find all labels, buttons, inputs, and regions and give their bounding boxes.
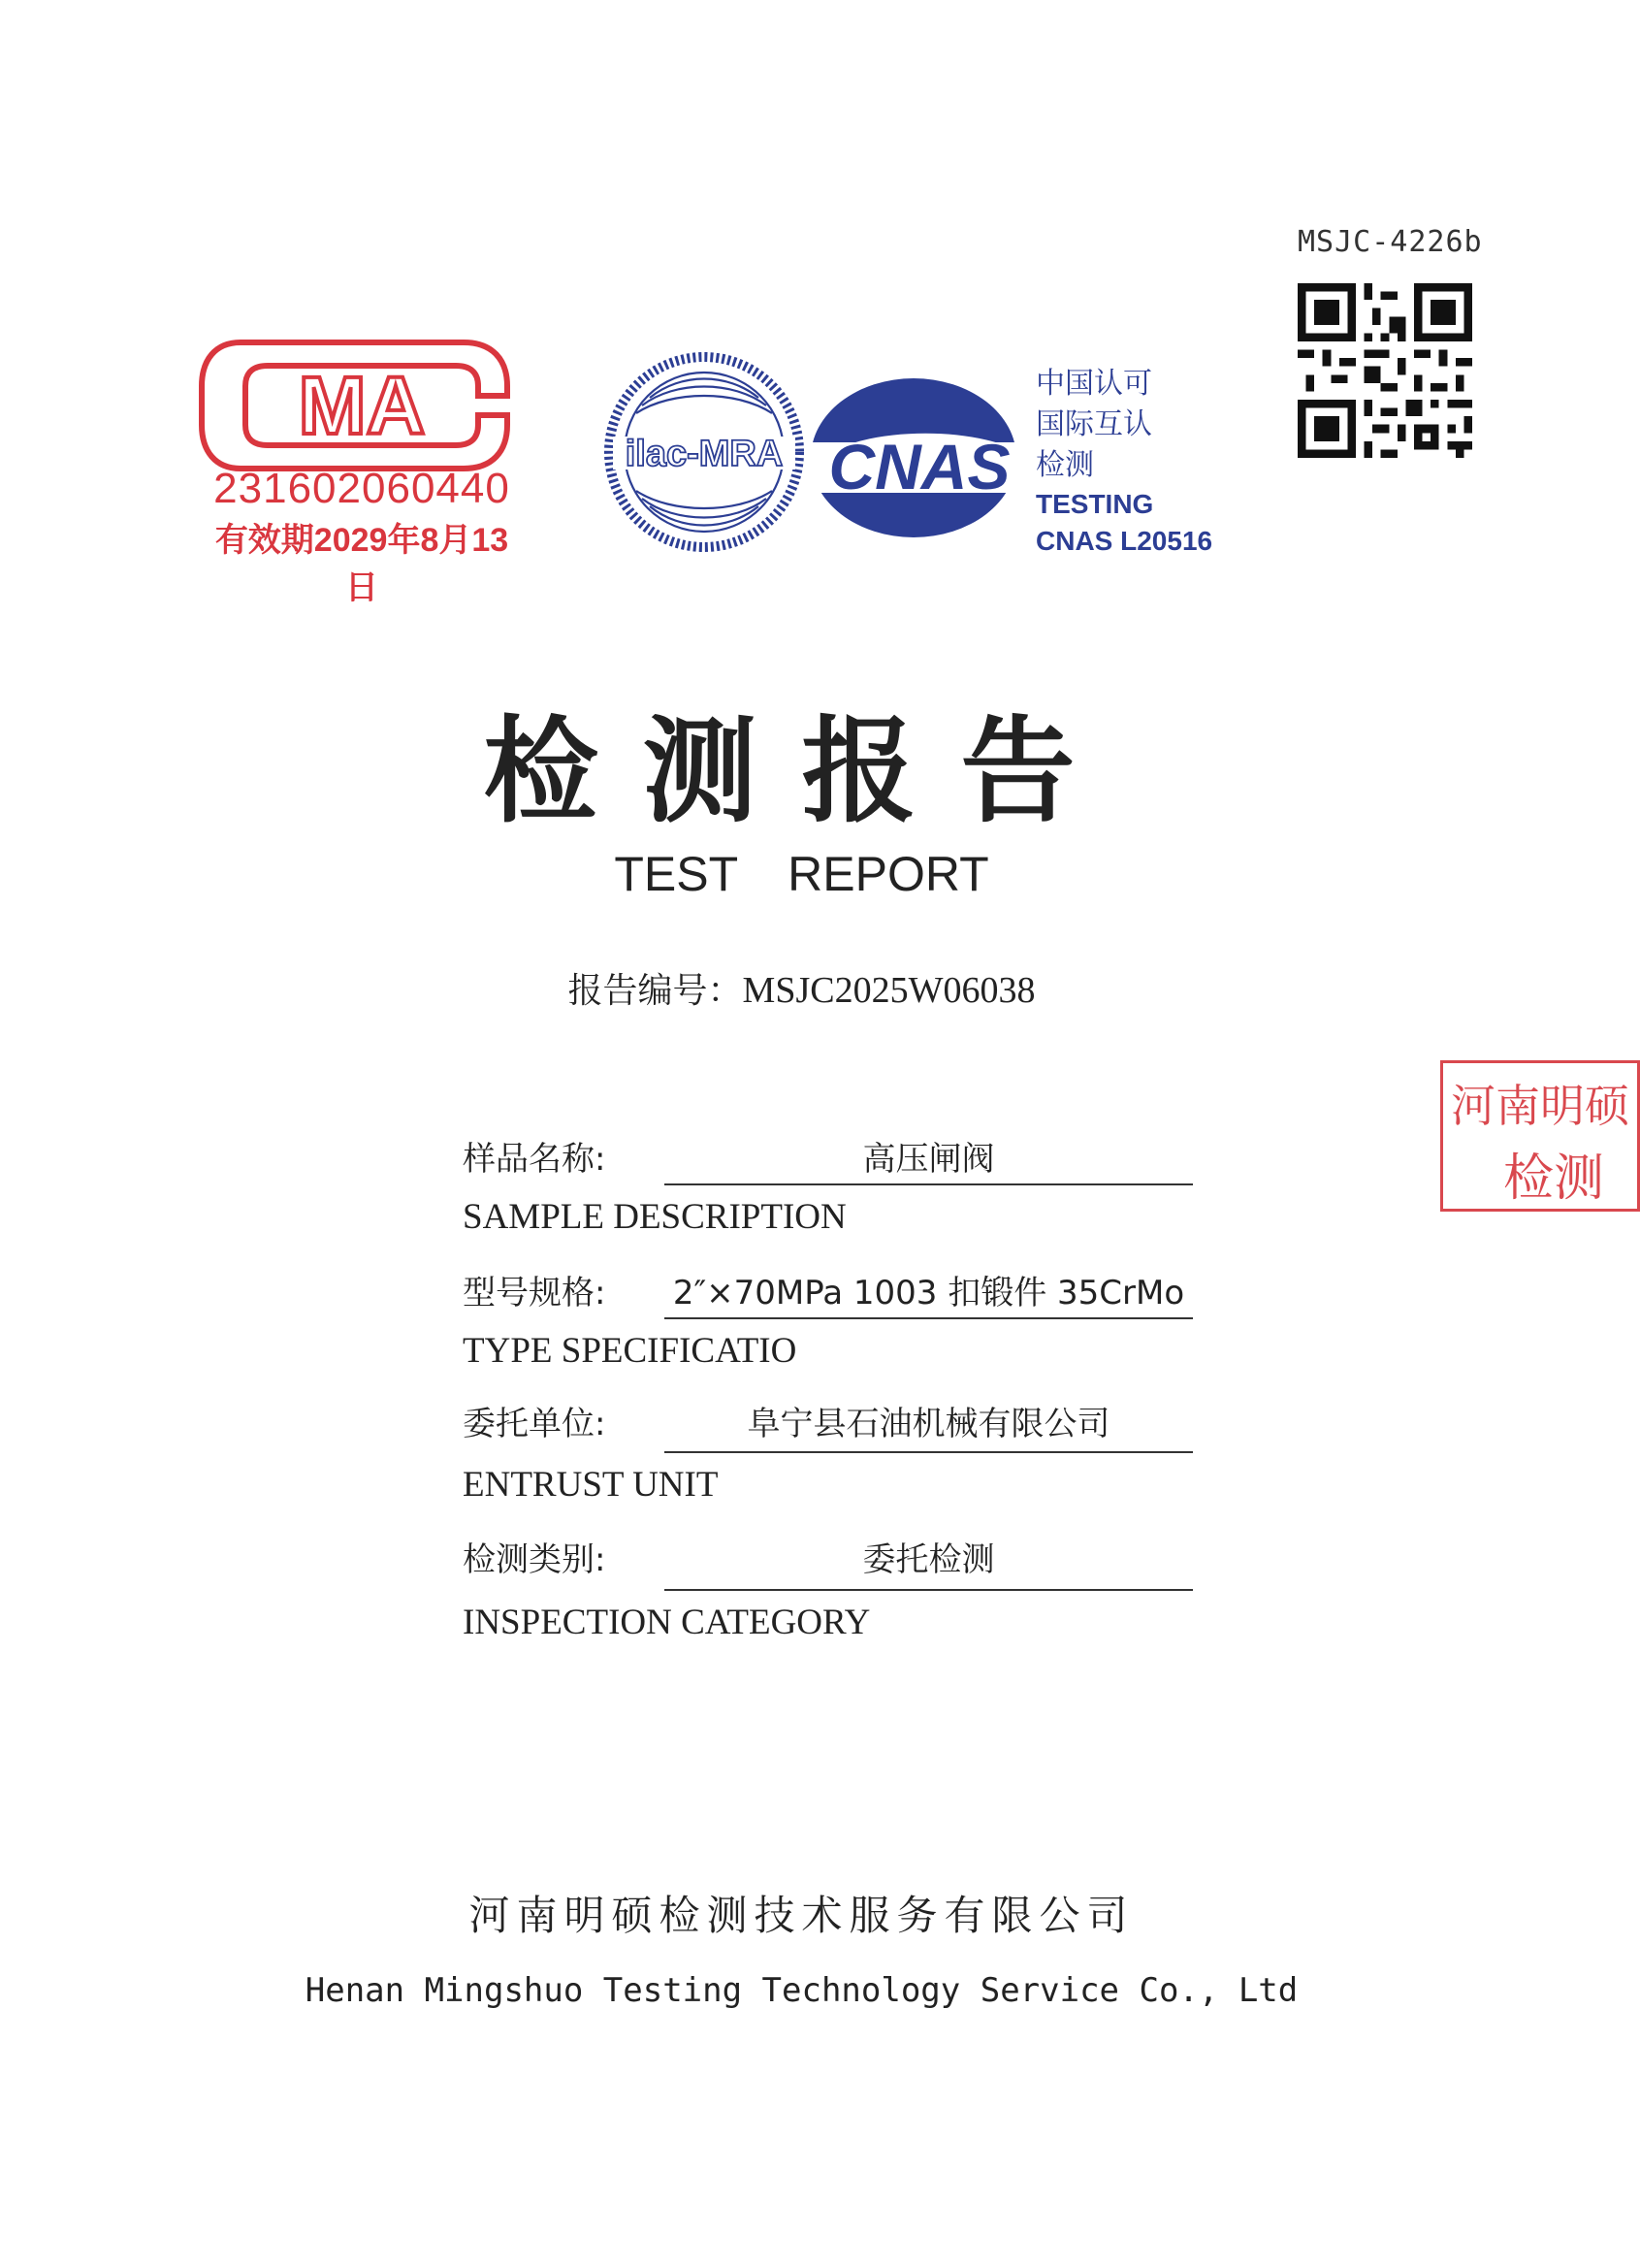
entrust-unit-value: 阜宁县石油机械有限公司 xyxy=(747,1405,1110,1443)
qr-code-icon[interactable] xyxy=(1298,283,1472,458)
sample-name-underline xyxy=(664,1183,1193,1185)
type-spec-label: 型号规格: xyxy=(463,1274,606,1312)
title-chinese: 检测报告 xyxy=(483,703,1120,838)
type-spec-label-en: TYPE SPECIFICATIO xyxy=(463,1331,797,1371)
svg-text:ilac-MRA: ilac-MRA xyxy=(625,434,784,474)
cnas-logo-icon xyxy=(805,371,1034,545)
ilac-mra-logo-icon xyxy=(603,351,805,553)
cnas-text-block xyxy=(1036,364,1212,560)
svg-text:MA: MA xyxy=(298,360,426,451)
ma-logo-icon xyxy=(202,333,522,469)
entrust-unit-underline xyxy=(664,1451,1193,1453)
company-name-english: Henan Mingshuo Testing Technology Service Co., Ltd xyxy=(305,1971,1299,2010)
cnas-line-cn-1: 中国认可 xyxy=(1036,368,1152,400)
sample-name-label-en: SAMPLE DESCRIPTION xyxy=(463,1197,847,1237)
inspection-category-underline xyxy=(664,1589,1193,1591)
svg-text:CNAS: CNAS xyxy=(828,431,1011,502)
company-seal xyxy=(1440,1060,1640,1212)
cnas-line-cn-2: 国际互认 xyxy=(1036,408,1152,440)
inspection-category-value: 委托检测 xyxy=(862,1540,995,1579)
entrust-unit-label: 委托单位: xyxy=(463,1405,606,1443)
ma-number: 231602060440 xyxy=(213,465,510,512)
inspection-category-label-en: INSPECTION CATEGORY xyxy=(463,1603,871,1642)
entrust-unit-label-en: ENTRUST UNIT xyxy=(463,1465,719,1505)
ma-seal xyxy=(202,333,522,606)
cnas-line-cn-3: 检测 xyxy=(1036,449,1094,481)
inspection-category-label: 检测类别: xyxy=(463,1540,606,1579)
seal-line-2: 检测 xyxy=(1503,1150,1605,1208)
cnas-line-en-2: CNAS L20516 xyxy=(1036,526,1213,556)
type-spec-underline xyxy=(664,1317,1193,1319)
title-english: TEST REPORT xyxy=(614,847,989,901)
company-name-chinese: 河南明硕检测技术服务有限公司 xyxy=(468,1892,1135,1939)
type-spec-value: 2″×70MPa 1003 扣锻件 35CrMo xyxy=(672,1274,1185,1312)
report-number xyxy=(0,963,1603,1013)
ma-validity: 有效期2029年8月13日 xyxy=(214,522,509,606)
sample-name-value: 高压闸阀 xyxy=(862,1140,995,1179)
report-number-label: 报告编号： xyxy=(567,971,743,1011)
document-code: MSJC-4226b xyxy=(1298,225,1483,259)
seal-line-1: 河南明硕 xyxy=(1451,1080,1629,1132)
report-number-value: MSJC2025W06038 xyxy=(742,970,1036,1011)
sample-name-label: 样品名称: xyxy=(463,1140,606,1179)
cnas-line-en-1: TESTING xyxy=(1036,489,1154,519)
